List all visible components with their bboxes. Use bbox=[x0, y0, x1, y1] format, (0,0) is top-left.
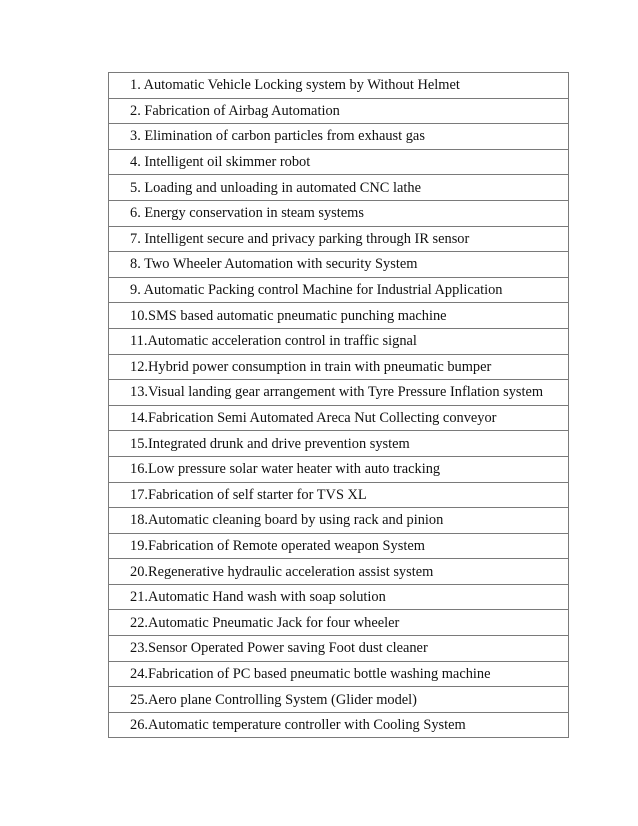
table-row bbox=[109, 482, 569, 508]
table-row bbox=[109, 456, 569, 482]
table-row bbox=[109, 712, 569, 738]
project-title-cell: 11.Automatic acceleration control in traffic signal bbox=[109, 328, 569, 354]
project-title-cell: 22.Automatic Pneumatic Jack for four wheeler bbox=[109, 610, 569, 636]
project-title-cell: 21.Automatic Hand wash with soap solution bbox=[109, 584, 569, 610]
table-row bbox=[109, 303, 569, 329]
table-row bbox=[109, 175, 569, 201]
table-row bbox=[109, 354, 569, 380]
project-list-body bbox=[109, 73, 569, 738]
table-row bbox=[109, 149, 569, 175]
project-title-cell: 2. Fabrication of Airbag Automation bbox=[109, 98, 569, 124]
project-title-cell: 9. Automatic Packing control Machine for Industrial Application bbox=[109, 277, 569, 303]
project-list-table bbox=[108, 72, 569, 738]
project-title-cell: 4. Intelligent oil skimmer robot bbox=[109, 149, 569, 175]
table-row bbox=[109, 584, 569, 610]
table-row bbox=[109, 98, 569, 124]
table-row bbox=[109, 533, 569, 559]
project-title-cell: 18.Automatic cleaning board by using rack and pinion bbox=[109, 508, 569, 534]
project-title-cell: 24.Fabrication of PC based pneumatic bottle washing machine bbox=[109, 661, 569, 687]
project-title-cell: 10.SMS based automatic pneumatic punching machine bbox=[109, 303, 569, 329]
table-row bbox=[109, 200, 569, 226]
project-title-cell: 13.Visual landing gear arrangement with Tyre Pressure Inflation system bbox=[109, 380, 569, 406]
project-title-cell: 3. Elimination of carbon particles from exhaust gas bbox=[109, 124, 569, 150]
project-title-cell: 23.Sensor Operated Power saving Foot dust cleaner bbox=[109, 636, 569, 662]
table-row bbox=[109, 559, 569, 585]
project-title-cell: 6. Energy conservation in steam systems bbox=[109, 200, 569, 226]
table-row bbox=[109, 73, 569, 99]
project-title-cell: 1. Automatic Vehicle Locking system by Without Helmet bbox=[109, 73, 569, 99]
project-title-cell: 20.Regenerative hydraulic acceleration assist system bbox=[109, 559, 569, 585]
table-row bbox=[109, 252, 569, 278]
project-title-cell: 7. Intelligent secure and privacy parking through IR sensor bbox=[109, 226, 569, 252]
table-row bbox=[109, 405, 569, 431]
table-row bbox=[109, 508, 569, 534]
table-row bbox=[109, 124, 569, 150]
project-title-cell: 8. Two Wheeler Automation with security System bbox=[109, 252, 569, 278]
table-row bbox=[109, 431, 569, 457]
project-title-cell: 14.Fabrication Semi Automated Areca Nut Collecting conveyor bbox=[109, 405, 569, 431]
table-row bbox=[109, 328, 569, 354]
project-title-cell: 16.Low pressure solar water heater with auto tracking bbox=[109, 456, 569, 482]
table-row bbox=[109, 226, 569, 252]
table-row bbox=[109, 277, 569, 303]
project-title-cell: 15.Integrated drunk and drive prevention system bbox=[109, 431, 569, 457]
table-row bbox=[109, 636, 569, 662]
table-row bbox=[109, 687, 569, 713]
project-title-cell: 25.Aero plane Controlling System (Glider model) bbox=[109, 687, 569, 713]
table-row bbox=[109, 661, 569, 687]
project-title-cell: 5. Loading and unloading in automated CNC lathe bbox=[109, 175, 569, 201]
table-row bbox=[109, 380, 569, 406]
project-title-cell: 26.Automatic temperature controller with Cooling System bbox=[109, 712, 569, 738]
project-title-cell: 12.Hybrid power consumption in train with pneumatic bumper bbox=[109, 354, 569, 380]
project-title-cell: 19.Fabrication of Remote operated weapon System bbox=[109, 533, 569, 559]
table-row bbox=[109, 610, 569, 636]
project-title-cell: 17.Fabrication of self starter for TVS XL bbox=[109, 482, 569, 508]
